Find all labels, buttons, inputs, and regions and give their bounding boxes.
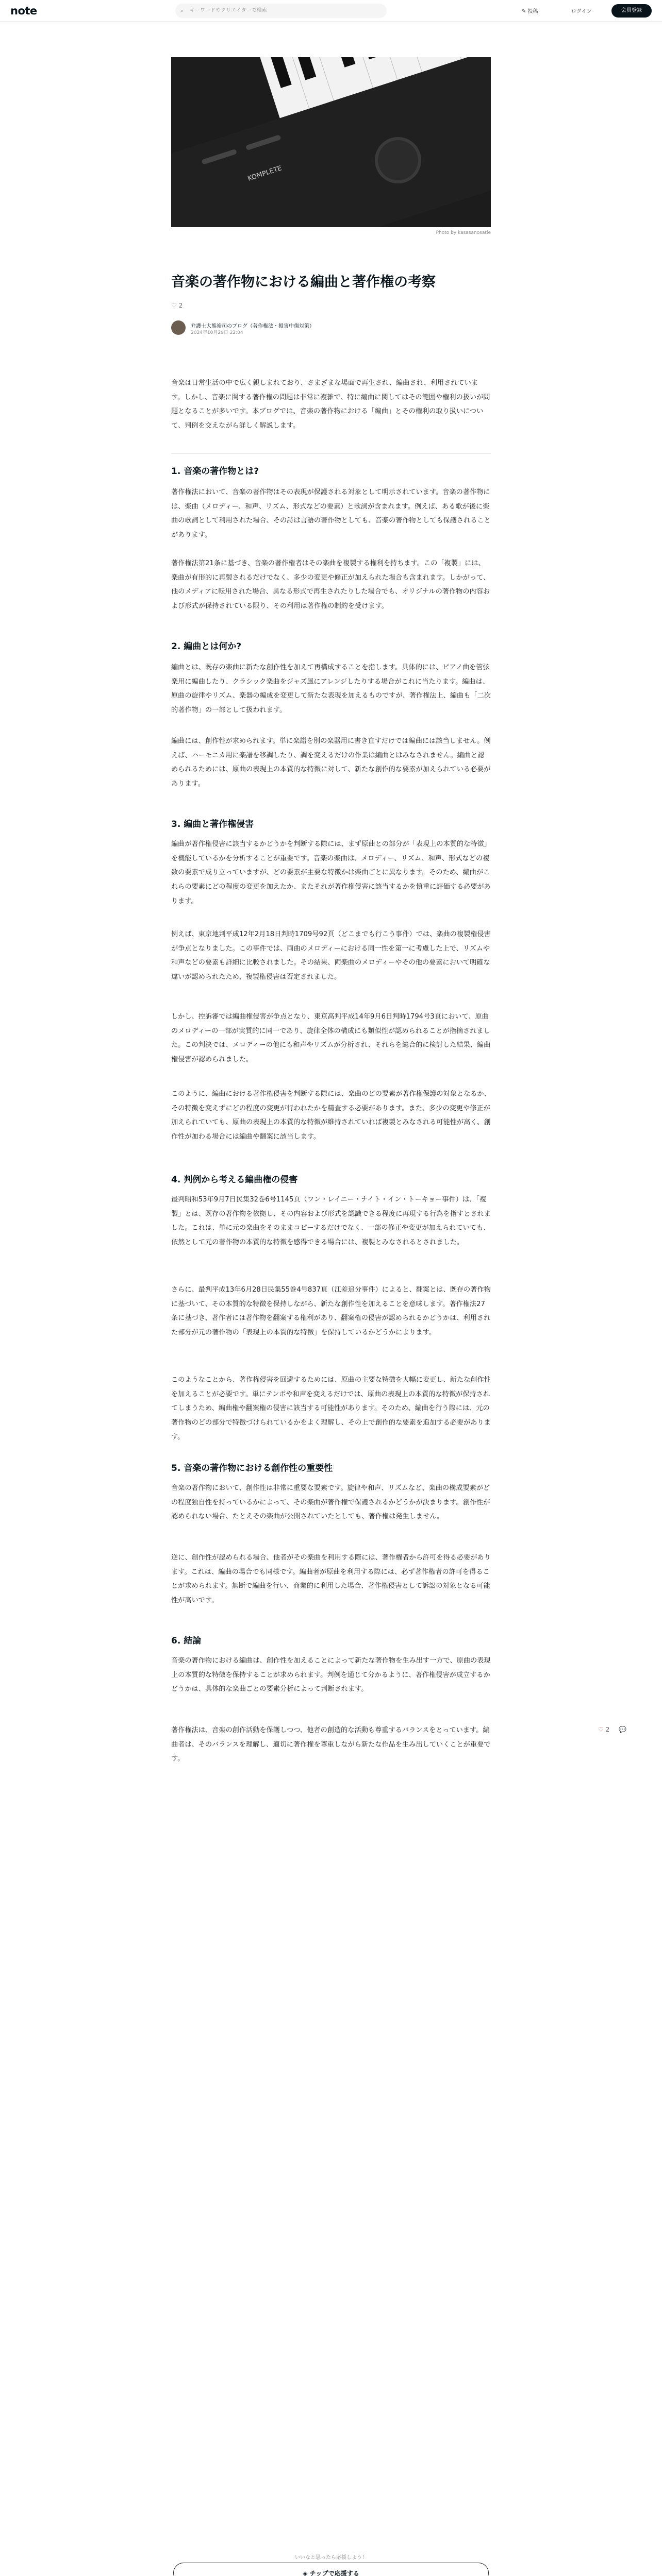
tip-button[interactable]: ◈ チップで応援する (173, 2563, 489, 2576)
login-link[interactable]: ログイン (571, 9, 592, 14)
paragraph: 最判昭和53年9月7日民集32巻6号1145頁（ワン・レイニー・ナイト・イン・トーキョー事件）は、「複製」とは、既存の著作物を依拠し、その内容および形式を認識できる程度に再現する行為を指すとされました。これは、単に元の楽曲をそのままコピーするだけでなく、一部の修正や変更が加えられていても、依然として元の著作物の本質的な特徴を感得できる場合には、複製とみなされるとされました。 (171, 1196, 491, 1247)
heading: 6. 結論 (171, 1636, 202, 1646)
paragraph: 著作権法第21条に基づき、音楽の著作権者はその楽曲を複製する権利を持ちます。この「複製」には、楽曲が有形的に再製されるだけでなく、多少の変更や修正が加えられた場合も含まれます。しかがって、他のメディアに転用された場合、異なる形式で再生されたりした場合でも、オリジナルの著作物の内容および形式が保持されている限り、その利用は著作権の制約を受けます。 (171, 560, 490, 611)
search-icon: ⌕ (180, 7, 184, 14)
paragraph: 著作権法は、音楽の創作活動を保護しつつ、他者の創造的な活動も尊重するバランスをとっています。編曲者は、そのバランスを理解し、適切に著作権を尊重しながら新たな作品を生み出していくことが重要です。 (171, 1726, 491, 1763)
floating-actions (598, 1726, 626, 1733)
header (0, 0, 662, 22)
paragraph: しかし、控訴審では編曲権侵害が争点となり、東京高判平成14年9月6日判時1794号3頁において、原曲のメロディーの一部が実質的に同一であり、旋律全体の構成にも類似性が認められることが指摘されました。この判決では、メロディーの他にも和声やリズムが分析され、それらを総合的に検討した結果、編曲権侵害が認められました。 (171, 1013, 491, 1064)
tip-question: いいなと思ったら応援しよう！ (295, 2555, 367, 2561)
author-name[interactable]: 弁護士大熊裕司のブログ（著作権法・損害中傷対策） (191, 324, 315, 329)
paragraph: 音楽は日常生活の中で広く親しまれており、さまざまな場面で再生され、編曲され、利用されています。しかし、音楽に関する著作権の問題は非常に複雑で、特に編曲に関してはその範囲や権利の扱いが問題となることが多いです。本ブログでは、音楽の著作物における「編曲」とその権利の取り扱いについて、判例を交えながら詳しく解説します。 (171, 379, 490, 430)
post-button[interactable]: ✎ 投稿 (522, 9, 538, 14)
avatar (171, 320, 186, 335)
post-date: 2024年10月29日 22:04 (191, 330, 243, 335)
signup-button[interactable]: 会員登録 (611, 4, 652, 18)
search-placeholder: キーワードやクリエイターで検索 (190, 8, 267, 13)
heading: 4. 判例から考える編曲権の侵害 (171, 1175, 298, 1185)
side-like-button[interactable]: ♡ 2 (598, 1726, 610, 1733)
paragraph: 逆に、創作性が認められる場合、他者がその楽曲を利用する際には、著作権者から許可を得る必要があります。これは、編曲の場合でも同様です。編曲者が原曲を利用する際には、必ず著作権者の許可を得ることが求められます。無断で編曲を行い、商業的に利用した場合、著作権侵害として訴訟の対象となる可能性が高いです。 (171, 1554, 491, 1605)
paragraph: このようなことから、著作権侵害を回避するためには、原曲の主要な特徴を大幅に変更し、新たな創作性を加えることが必要です。単にテンポや和声を変えるだけでは、原曲の表現上の本質的な特徴が保持されてしまうため、編曲権や翻案権の侵害に該当する可能性があります。そのため、編曲を行う際には、元の著作物のどの部分で特徴づけられているかをよく理解し、その上で創作的な要素を追加する必要があります。 (171, 1376, 491, 1441)
title-like[interactable]: ♡ 2 (171, 302, 183, 309)
pen-icon: ✎ (522, 9, 528, 14)
hero-image (171, 57, 491, 227)
divider (171, 453, 491, 454)
search-input[interactable] (175, 4, 387, 18)
heart-icon: ♡ (598, 1726, 604, 1733)
paragraph: 編曲とは、既存の楽曲に新たな創作性を加えて再構成することを指します。具体的には、ピアノ曲を管弦楽用に編曲したり、クラシック楽曲をジャズ風にアレンジしたりする場合がこれに当たります。編曲は、原曲の旋律やリズム、楽器の編成を変更して新たな表現を加えるものですが、著作権法上、編曲も「二次的著作物」の一部として扱われます。 (171, 664, 491, 715)
heading: 2. 編曲とは何か? (171, 641, 242, 652)
heading: 1. 音楽の著作物とは? (171, 466, 259, 477)
comment-icon[interactable]: 💬 (619, 1726, 627, 1733)
photo-brand: KOMPLETE (246, 164, 283, 183)
heading: 5. 音楽の著作物における創作性の重要性 (171, 1463, 333, 1473)
paragraph: さらに、最判平成13年6月28日民集55巻4号837頁（江差追分事件）によると、翻案とは、既存の著作物に基づいて、その本質的な特徴を保持しながら、新たな創作性を加えることを意味します。著作権法27条に基づき、著作者には著作物を翻案する権利があり、翻案権の侵害が認められるかどうかは、利用された部分が元の著作物の「表現上の本質的な特徴」を保持しているかどうかによります。 (171, 1286, 491, 1337)
note-logo[interactable]: note (10, 5, 37, 17)
paragraph: 音楽の著作物において、創作性は非常に重要な要素です。旋律や和声、リズムなど、楽曲の構成要素がどの程度独自性を持っているかによって、その楽曲が著作権で保護されるかどうかが決まります。創作性が認められない場合、たとえその楽曲が公開されていたとしても、著作権は発生しません。 (171, 1484, 490, 1521)
heart-icon: ♡ (171, 302, 179, 309)
photo-credit[interactable]: Photo by kasasanosatie (436, 230, 491, 235)
tip-icon: ◈ (303, 2570, 310, 2576)
paragraph: 編曲には、創作性が求められます。単に楽譜を別の楽器用に書き直すだけでは編曲には該当しません。例えば、ハーモニカ用に楽譜を移調したり、調を変えるだけの作業は編曲とはみなされません。編曲と認められるためには、原曲の表現上の本質的な特徴に対して、新たな創作的な要素が加えられている必要があります。 (171, 737, 491, 788)
article-title: 音楽の著作物における編曲と著作権の考察 (171, 274, 436, 290)
paragraph: 例えば、東京地判平成12年2月18日判時1709号92頁（どこまでも行こう事件）では、楽曲の複製権侵害が争点となりました。この事件では、両曲のメロディーにおける同一性を第一に考慮した上で、リズムや和声などの要素も詳細に比較されました。その結果、両楽曲のメロディーやその他の要素において明確な違いが認められたため、複製権侵害は否定されました。 (171, 930, 491, 981)
heading: 3. 編曲と著作権侵害 (171, 819, 254, 829)
paragraph: このように、編曲における著作権侵害を判断する際には、楽曲のどの要素が著作権保護の対象となるか、その特徴を変えずにどの程度の変更が行われたかを精査する必要があります。また、多少の変更や修正が加えられていても、原曲の表現上の本質的な特徴が維持されていれば複製とみなされる可能性が高く、創作性が加わる場合には編曲や翻案に該当します。 (171, 1090, 491, 1141)
paragraph: 編曲が著作権侵害に該当するかどうかを判断する際には、まず原曲との部分が「表現上の本質的な特徴」を機能しているかを分析することが重要です。音楽の楽曲は、メロディー、リズム、和声、形式などの複数の要素で成り立っていますが、どの要素が主要な特徴かは楽曲ごとに異なります。そのため、編曲がこれらの要素にどの程度の変更を加えたか、またそれが著作権侵害に該当するかを慎重に評価する必要があります。 (171, 840, 491, 905)
paragraph: 著作権法において、音楽の著作物はその表現が保護される対象として明示されています。音楽の著作物には、楽曲（メロディー、和声、リズム、形式などの要素）と歌詞が含まれます。例えば、ある歌が後に楽曲の歌詞として利用された場合、その詩は言語の著作物としても、音楽の著作物としても保護されることがあります。 (171, 488, 491, 539)
paragraph: 音楽の著作物における編曲は、創作性を加えることによって新たな著作物を生み出す一方で、原曲の表現上の本質的な特徴を保持することが求められます。判例を通じて分かるように、著作権侵害が成立するかどうかは、具体的な楽曲ごとの要素分析によって判断されます。 (171, 1657, 491, 1693)
